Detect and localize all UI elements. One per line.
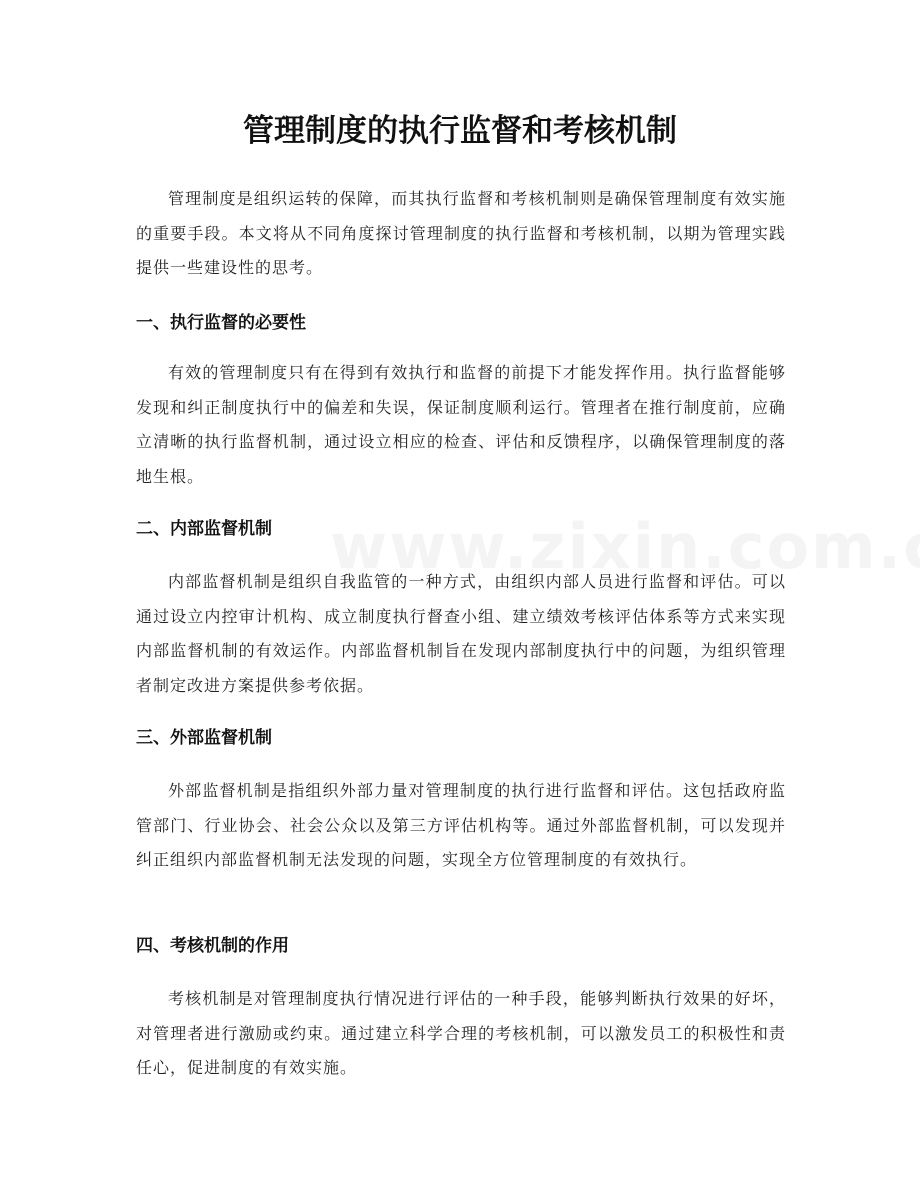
section-body-1: 有效的管理制度只有在得到有效执行和监督的前提下才能发挥作用。执行监督能够发现和纠正制度执行中的偏差和失误，保证制度顺利运行。管理者在推行制度前，应确立清晰的执行监督机制，通过设立相应的检查、评估和反馈程序，以确保管理制度的落地生根。 [136, 363, 786, 486]
section-heading-2: 二、内部监督机制 [136, 519, 272, 539]
intro-paragraph: 管理制度是组织运转的保障，而其执行监督和考核机制则是确保管理制度有效实施的重要手段。本文将从不同角度探讨管理制度的执行监督和考核机制，以期为管理实践提供一些建设性的思考。 [136, 189, 786, 277]
section-heading-1: 一、执行监督的必要性 [136, 313, 306, 333]
section-body-3: 外部监督机制是指组织外部力量对管理制度的执行进行监督和评估。这包括政府监管部门、行业协会、社会公众以及第三方评估机构等。通过外部监督机制，可以发现并纠正组织内部监督机制无法发现的问题，实现全方位管理制度的有效执行。 [136, 781, 786, 869]
section-heading-3: 三、外部监督机制 [136, 728, 272, 748]
document-title: 管理制度的执行监督和考核机制 [243, 113, 677, 149]
section-body-4: 考核机制是对管理制度执行情况进行评估的一种手段，能够判断执行效果的好坏，对管理者进行激励或约束。通过建立科学合理的考核机制，可以激发员工的积极性和责任心，促进制度的有效实施。 [136, 989, 786, 1077]
section-heading-4: 四、考核机制的作用 [136, 936, 289, 956]
section-body-2: 内部监督机制是组织自我监管的一种方式，由组织内部人员进行监督和评估。可以通过设立内控审计机构、成立制度执行督查小组、建立绩效考核评估体系等方式来实现内部监督机制的有效运作。内部监督机制旨在发现内部制度执行中的问题，为组织管理者制定改进方案提供参考依据。 [136, 572, 786, 695]
